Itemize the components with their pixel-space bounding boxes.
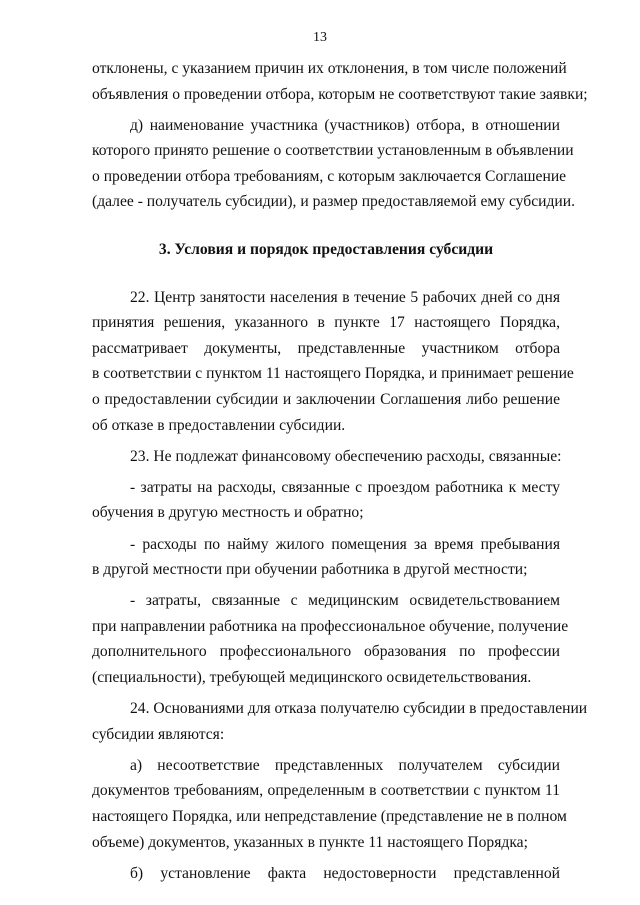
text-line: в соответствии с пунктом 11 настоящего Порядка, и принимает решение	[92, 365, 574, 383]
paragraph	[92, 753, 567, 855]
text-line: - затраты на расходы, связанные с проездом работника к месту	[130, 478, 560, 496]
text-line: объявления о проведении отбора, которым не соответствуют такие заявки;	[92, 85, 588, 103]
text-line: принятия решения, указанного в пункте 17 настоящего Порядка,	[92, 314, 560, 332]
text-line: отклонены, с указанием причин их отклонения, в том числе положений	[92, 60, 567, 77]
text-line: рассматривает документы, представленные участником отбора	[92, 339, 560, 357]
text-line: которого принято решение о соответствии установленным в объявлении	[92, 142, 574, 160]
text-line: (далее - получатель субсидии), и размер предоставляемой ему субсидии.	[92, 193, 575, 211]
paragraph	[92, 113, 575, 215]
paragraph	[92, 56, 588, 107]
text-line: (специальности), требующей медицинского освидетельствования.	[92, 668, 532, 686]
text-line: - расходы по найму жилого помещения за время пребывания	[130, 535, 560, 553]
text-line: 22. Центр занятости населения в течение 5 рабочих дней со дня	[130, 288, 560, 306]
text-line: обучения в другую местность и обратно;	[92, 504, 364, 522]
text-line: настоящего Порядка, или непредставление (представление не в полном	[92, 807, 567, 825]
paragraph	[92, 861, 560, 887]
text-line: 23. Не подлежат финансовому обеспечению расходы, связанные:	[130, 447, 562, 465]
text-line: дополнительного профессионального образования по профессии	[92, 643, 560, 661]
paragraph	[92, 696, 588, 747]
paragraph	[92, 475, 560, 526]
text-line: документов требованиям, определенным в соответствии с пунктом 11	[92, 782, 560, 800]
paragraph	[92, 532, 560, 583]
text-line: объеме) документов, указанных в пункте 11 настоящего Порядка;	[92, 833, 528, 851]
text-line: в другой местности при обучении работника в другой местности;	[92, 561, 528, 579]
text-line: д) наименование участника (участников) отбора, в отношении	[130, 116, 560, 134]
text-line: б) установление факта недостоверности представленной	[130, 864, 560, 882]
paragraph	[92, 444, 560, 470]
top-paragraphs	[92, 56, 588, 215]
page-number: 13	[313, 30, 327, 45]
text-line: - затраты, связанные с медицинским освидетельствованием	[130, 592, 560, 610]
document-body	[92, 56, 588, 892]
text-line: субсидии являются:	[92, 725, 225, 743]
text-line: при направлении работника на профессиональное обучение, получение	[92, 617, 569, 635]
text-line: 24. Основаниями для отказа получателю субсидии в предоставлении	[130, 700, 588, 718]
paragraph	[92, 285, 574, 439]
text-line: а) несоответствие представленных получателем субсидии	[130, 756, 560, 774]
text-line: о проведении отбора требованиям, с которым заключается Соглашение	[92, 167, 567, 185]
paragraph	[92, 588, 569, 690]
text-line: о предоставлении субсидии и заключении Соглашения либо решение	[92, 391, 560, 409]
main-paragraphs	[92, 285, 588, 887]
section-heading: 3. Условия и порядок предоставления субсидии	[158, 241, 494, 259]
text-line: об отказе в предоставлении субсидии.	[92, 416, 346, 434]
